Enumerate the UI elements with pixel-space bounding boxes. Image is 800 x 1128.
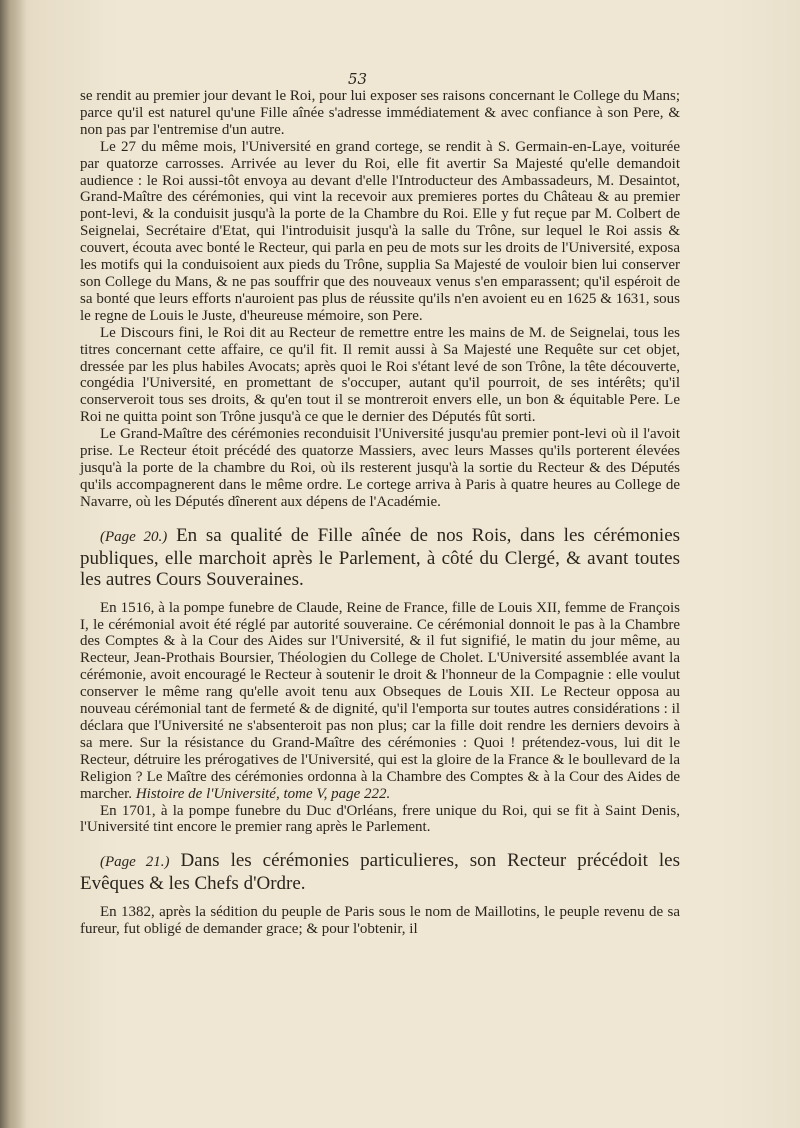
heading-page-reference: (Page 20.): [100, 528, 168, 545]
paragraph-3: Le Discours fini, le Roi dit au Recteur de remettre entre les mains de M. de Seignelai, tous les titres concernant cette affaire, ce qu'il fit. Il remit aussi à Sa Majesté une Requête sur cet objet, dressée par les plus habiles Avocats; après quoi le Roi s'étant levé de son Trône, la tête découverte, congédia l'Université, en promettant de s'occuper, autant qu'il pourroit, de ses intérêts; qu'il conserveroit tous ses droits, & qu'en tout il se montreroit envers elle, un bon & équitable Pere. Le Roi ne quitta point son Trône jusqu'à ce que le dernier des Députés fût sorti.: [80, 324, 680, 426]
paragraph-5-text: En 1516, à la pompe funebre de Claude, Reine de France, fille de Louis XII, femme de François I, le cérémonial avoit été réglé par autorité souveraine. Ce cérémonial donnoit le pas à la Chambre des Comptes & à la Cour des Aides sur l'Université, & il fut signifié, le matin du jour même, au Recteur, Jean-Prothais Boursier, Théologien du College de Cholet. L'Université assemblée avant la cérémonie, avoit encouragé le Recteur à soutenir le droit & l'honneur de la Compagnie : elle voulut conserver le même rang qu'elle avoit tenu aux Obseques de Louis XII. Le Recteur opposa au nouveau cérémonial tant de fermeté & de dignité, qu'il l'emporta sur toutes autres considérations : il déclara que l'Université ne s'absenteroit pas non plus; car la fille doit rendre les derniers devoirs à sa mere. Sur la résistance du Grand-Maître des cérémonies : Quoi ! prétendez-vous, lui dit le Recteur, détruire les prérogatives de l'Université, qui est la gloire de la France & le boullevard de la Religion ? Le Maître des cérémonies ordonna à la Chambre des Comptes & à la Cour des Aides de marcher.: [80, 599, 680, 802]
page-body: [80, 88, 680, 938]
page-number: 53: [348, 70, 368, 88]
page-binding-shadow: [0, 0, 26, 1128]
paragraph-6: En 1701, à la pompe funebre du Duc d'Orléans, frere unique du Roi, qui se fit à Saint Denis, l'Université tint encore le premier rang après le Parlement.: [80, 802, 680, 836]
paragraph-4: Le Grand-Maître des cérémonies reconduisit l'Université jusqu'au premier pont-levi où il l'avoit prise. Le Recteur étoit précédé des quatorze Massiers, avec leurs Masses qu'ils porterent élevées jusqu'à la porte de la chambre du Roi, où ils resterent jusqu'à la sortie du Recteur & des Députés qu'ils accompagnerent dans le même ordre. Le cortege arriva à Paris à quatre heures au College de Navarre, où les Députés dînerent aux dépens de l'Académie.: [80, 426, 680, 510]
citation: Histoire de l'Université, tome V, page 222.: [135, 785, 391, 802]
section-heading-page-20: [80, 525, 680, 590]
paragraph-7: En 1382, après la sédition du peuple de Paris sous le nom de Maillotins, le peuple revenu de sa fureur, fut obligé de demander grace; & pour l'obtenir, il: [80, 904, 680, 938]
paragraph-1: se rendit au premier jour devant le Roi, pour lui exposer ses raisons concernant le College du Mans; parce qu'il est naturel qu'une Fille aînée s'adresse immédiatement & avec confiance à son Pere, & non pas par l'entremise d'un autre.: [80, 88, 680, 138]
paragraph-5: [80, 600, 680, 803]
heading-text: Dans les cérémonies particulieres, son Recteur précédoit les Evêques & les Chefs d'Ordre.: [80, 850, 680, 895]
section-heading-page-21: [80, 850, 680, 894]
heading-page-reference: (Page 21.): [100, 854, 170, 871]
paragraph-2: Le 27 du même mois, l'Université en grand cortege, se rendit à S. Germain-en-Laye, voiturée par quatorze carrosses. Arrivée au lever du Roi, elle fit avertir Sa Majesté qu'elle demandoit audience : le Roi aussi-tôt envoya au devant d'elle l'Introducteur des Ambassadeurs, M. Desaintot, Grand-Maître des cérémonies, qui vint la recevoir aux premieres portes du Château & au premier pont-levi, & la conduisit jusqu'à la porte de la Chambre du Roi. Elle y fut reçue par M. Colbert de Seignelai, Secrétaire d'Etat, qui l'introduisit jusqu'à la salle du Trône, sur lequel le Roi assis & couvert, écouta avec bonté le Recteur, qui parla en peu de mots sur les droits de l'Université, exposa les motifs qui la conduisoient aux pieds du Trône, supplia Sa Majesté de vouloir bien lui conserver son College du Mans, & ne pas souffrir que des nouveaux venus s'en emparassent; qu'il espéroit de sa bonté que leurs efforts n'auroient pas plus de réussite qu'ils n'en avoient eu en 1625 & 1631, sous le regne de Louis le Juste, d'heureuse mémoire, son Pere.: [80, 138, 680, 324]
heading-text: En sa qualité de Fille aînée de nos Rois, dans les cérémonies publiques, elle marchoit après le Parlement, à côté du Clergé, & avant toutes les autres Cours Souveraines.: [80, 524, 681, 590]
